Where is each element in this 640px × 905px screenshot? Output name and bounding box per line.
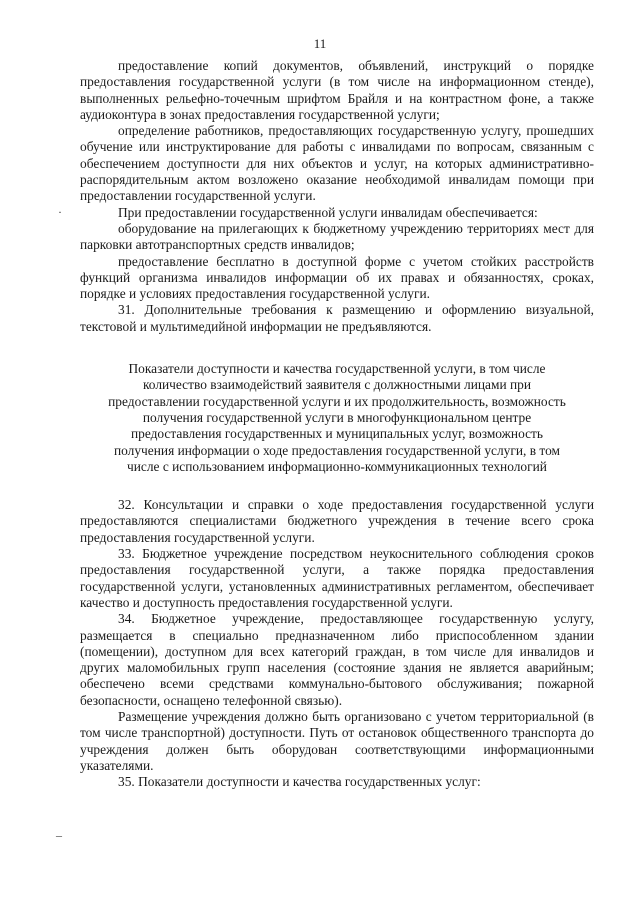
- paragraph: оборудование на прилегающих к бюджетному учреждению территориях мест для парковки автотранспортных средств инвалидов;: [80, 220, 594, 253]
- section-heading: [80, 361, 594, 475]
- heading-line: предоставлении государственной услуги и их продолжительность, возможность: [108, 393, 566, 409]
- paragraph: 34. Бюджетное учреждение, предоставляющее государственную услугу, размещается в специально предназначенном либо приспособленном здании (помещении), доступном для всех категорий граждан, в том числе для инвалидов и других маломобильных групп населения (состояние здания не является аварийным; обеспечено всеми средствами коммунально-бытового обслуживания; пожарной безопасности, оснащено телефонной связью).: [80, 611, 594, 708]
- heading-line: получения информации о ходе предоставления государственной услуги, в том: [114, 442, 560, 458]
- paragraph: предоставление копий документов, объявлений, инструкций о порядке предоставления государственной услуги (в том числе на информационном стенде), выполненных рельефно-точечным шрифтом Брайля и на контрастном фоне, а также аудиоконтура в зонах предоставления государственной услуги;: [80, 58, 594, 122]
- paragraph: 31. Дополнительные требования к размещению и оформлению визуальной, текстовой и мультимедийной информации не предъявляются.: [80, 302, 594, 334]
- paragraph: определение работников, предоставляющих государственную услугу, прошедших обучение или инструктирование для работы с инвалидами по вопросам, связанным с обеспечением доступности для них объектов и услуг, на которых административно-распорядительным актом возложено оказание необходимой инвалидам помощи при предоставлении государственной услуги.: [80, 123, 594, 204]
- margin-mark: ·: [58, 205, 62, 219]
- paragraph: предоставление бесплатно в доступной форме с учетом стойких расстройств функций организма инвалидов информации об их правах и обязанностях, сроках, порядке и условиях предоставления государственной услуги.: [80, 253, 594, 302]
- paragraph: 35. Показатели доступности и качества государственных услуг:: [118, 774, 481, 790]
- heading-line: Показатели доступности и качества государственной услуги, в том числе: [128, 361, 546, 377]
- heading-line: предоставления государственных и муниципальных услуг, возможность: [130, 426, 544, 442]
- heading-line: числе с использованием информационно-коммуникационных технологий: [127, 458, 547, 474]
- page-number: 11: [313, 36, 327, 51]
- paragraph: 33. Бюджетное учреждение посредством неукоснительного соблюдения сроков предоставления государственной услуги, а также порядка предоставления государственной услуги, установленных административных регламентом, обеспечивает качество и доступность предоставления государственной услуги.: [80, 546, 594, 610]
- document-body: [80, 58, 594, 790]
- paragraph: Размещение учреждения должно быть организовано с учетом территориальной (в том числе транспортной) доступности. Путь от остановок общественного транспорта до учреждения должен быть оборудован соответствующими информационными указателями.: [80, 708, 594, 773]
- margin-mark: –: [56, 828, 62, 842]
- paragraph: При предоставлении государственной услуги инвалидам обеспечивается:: [118, 204, 538, 220]
- heading-line: количество взаимодействий заявителя с должностными лицами при: [142, 377, 532, 393]
- paragraph: 32. Консультации и справки о ходе предоставления государственной услуги предоставляются специалистами бюджетного учреждения в течение всего срока предоставления государственной услуги.: [80, 497, 594, 545]
- heading-line: получения государственной услуги в многофункциональном центре: [142, 409, 532, 425]
